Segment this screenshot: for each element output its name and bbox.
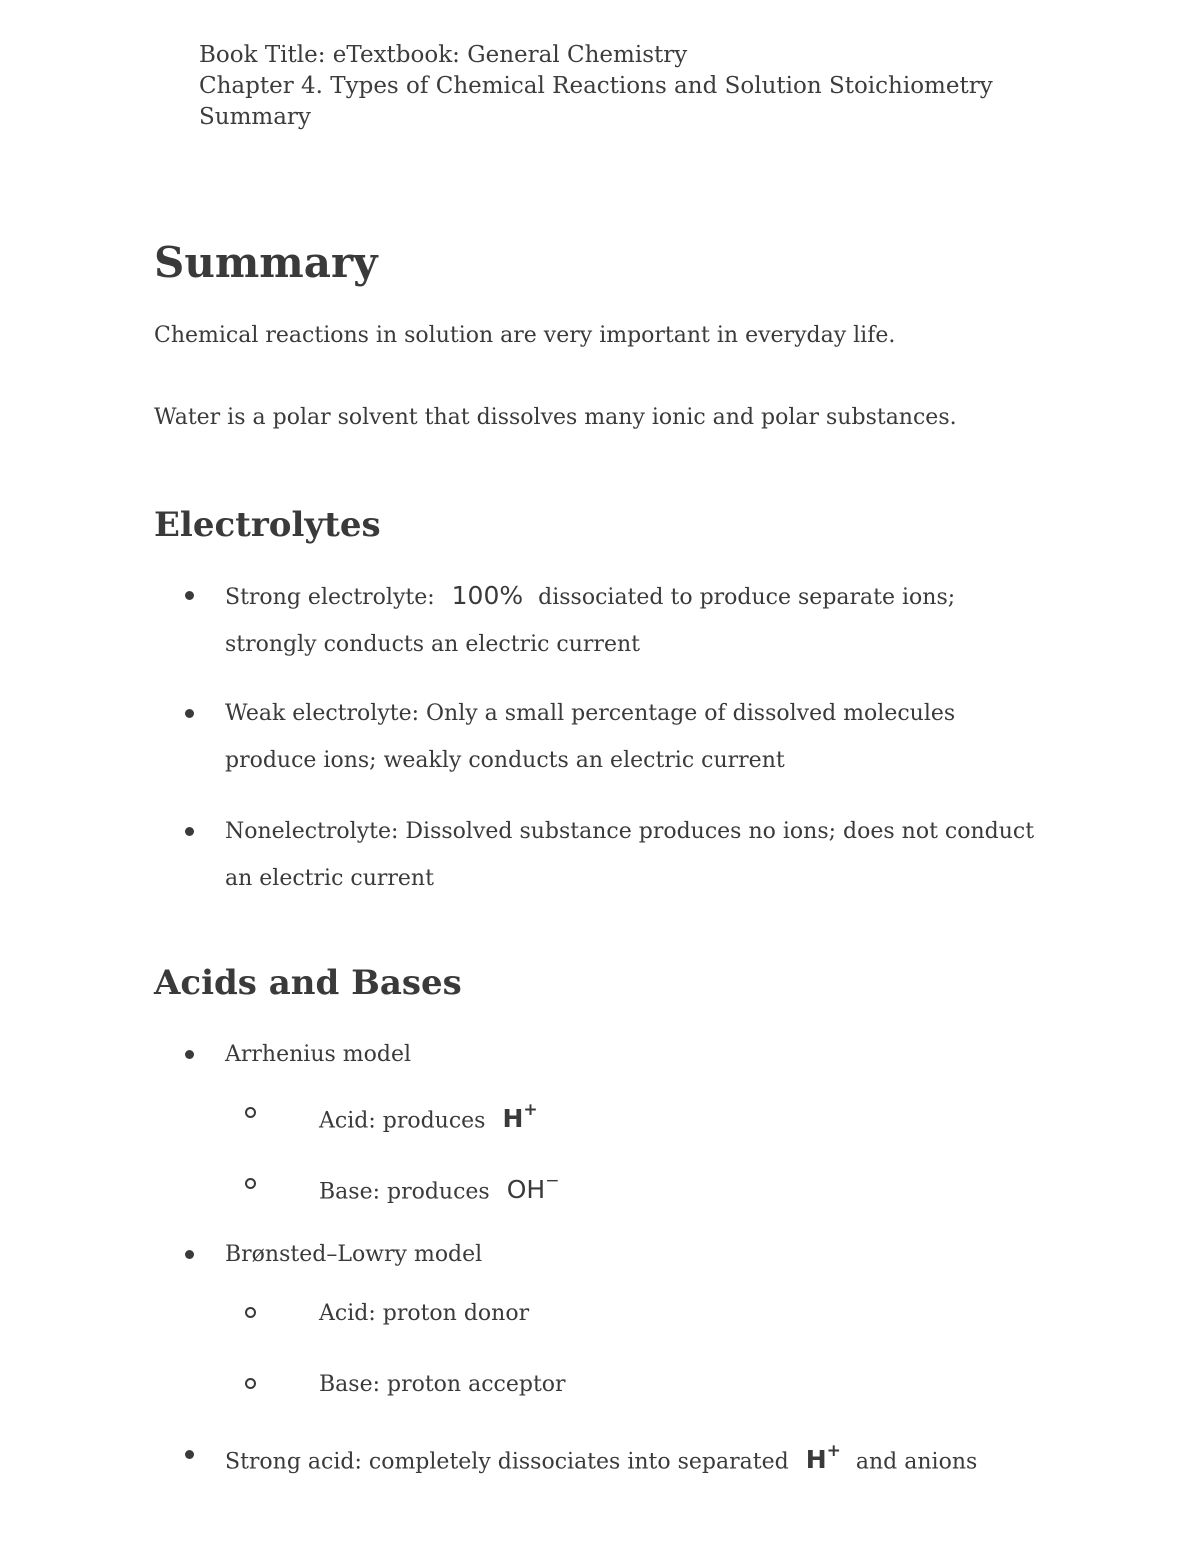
acids-bases-heading: Acids and Bases	[154, 963, 462, 1003]
bullet-dot	[185, 1250, 194, 1259]
bronsted-acid-text: Acid: proton donor	[319, 1301, 530, 1326]
oh-ion-charge: −	[545, 1171, 560, 1191]
intro-paragraph-2: Water is a polar solvent that dissolves many ionic and polar substances.	[154, 405, 957, 430]
arrhenius-base-text: Base: produces	[319, 1179, 490, 1205]
oh-ion-math	[497, 1171, 568, 1205]
circle-bullet	[245, 1178, 256, 1189]
strong-acid-rest: and anions	[855, 1449, 978, 1475]
h-ion-symbol: H	[502, 1104, 524, 1134]
list-item-arrhenius	[225, 1031, 1045, 1078]
electrolytes-heading: Electrolytes	[154, 505, 381, 545]
page-title: Summary	[154, 238, 378, 287]
percent-math: 100%	[451, 581, 524, 610]
arrhenius-label: Arrhenius model	[225, 1042, 412, 1067]
bullet-dot	[185, 709, 194, 718]
bullet-dot	[185, 1450, 194, 1459]
book-title: Book Title: eTextbook: General Chemistry	[199, 42, 688, 68]
circle-bullet	[245, 1107, 256, 1118]
h-ion-charge: +	[826, 1441, 841, 1461]
sub-item-bronsted-base	[319, 1361, 566, 1408]
oh-ion-symbol: OH	[506, 1175, 546, 1205]
bronsted-label: Brønsted–Lowry model	[225, 1242, 483, 1267]
intro-paragraph-1: Chemical reactions in solution are very important in everyday life.	[154, 323, 896, 348]
bronsted-base-text: Base: proton acceptor	[319, 1372, 566, 1397]
arrhenius-acid-text: Acid: produces	[319, 1108, 486, 1134]
list-item-strong-acid	[225, 1431, 1045, 1485]
h-ion-symbol: H	[805, 1445, 827, 1475]
h-ion-math	[492, 1100, 545, 1134]
bullet-dot	[185, 827, 194, 836]
chapter-title: Chapter 4. Types of Chemical Reactions and Solution Stoichiometry	[199, 73, 993, 99]
h-ion-math	[796, 1441, 849, 1475]
strong-acid-text: Strong acid: completely dissociates into separated	[225, 1449, 789, 1475]
circle-bullet	[245, 1378, 256, 1389]
bullet-dot	[185, 591, 194, 600]
section-title: Summary	[199, 104, 311, 130]
strong-electrolyte-label: Strong electrolyte:	[225, 585, 435, 610]
h-ion-charge: +	[523, 1100, 538, 1120]
nonelectrolyte-text: Nonelectrolyte: Dissolved substance produces no ions; does not conduct an electric current	[225, 819, 1035, 891]
circle-bullet	[245, 1307, 256, 1318]
bullet-dot	[185, 1050, 194, 1059]
list-item-bronsted	[225, 1231, 1045, 1278]
weak-electrolyte-text: Weak electrolyte: Only a small percentage of dissolved molecules produce ions; weakly conducts an electric current	[225, 701, 956, 773]
list-item-strong-electrolyte	[225, 572, 1045, 668]
sub-item-bronsted-acid	[319, 1290, 529, 1337]
sub-item-arrhenius-base	[319, 1161, 567, 1215]
list-item-nonelectrolyte	[225, 808, 1045, 902]
list-item-weak-electrolyte	[225, 690, 1045, 784]
sub-item-arrhenius-acid	[319, 1090, 546, 1144]
strong-electrolyte-text: dissociated to produce separate ions; strongly conducts an electric current	[225, 585, 956, 657]
book-header	[199, 40, 993, 133]
